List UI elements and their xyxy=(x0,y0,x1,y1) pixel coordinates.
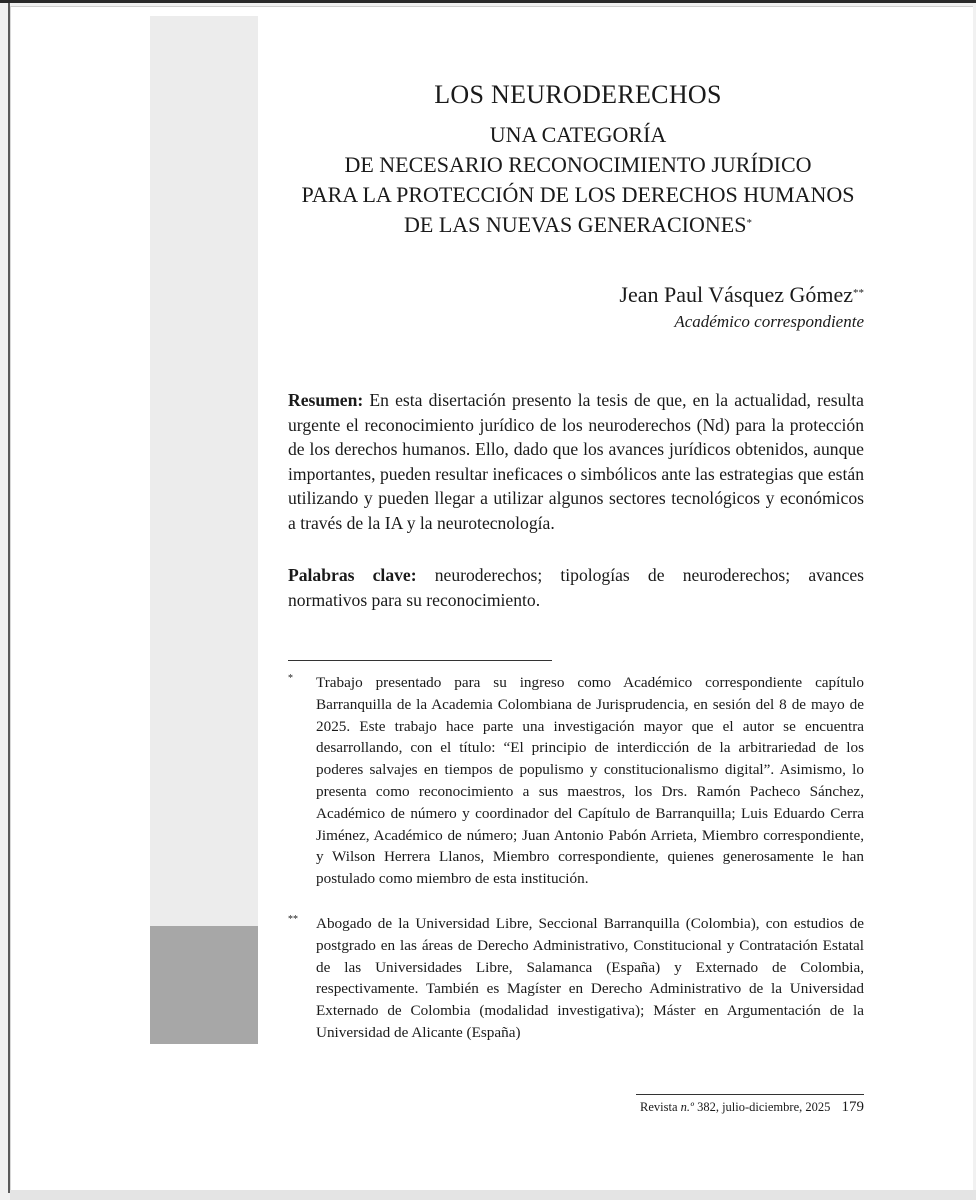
author-role: Académico correspondiente xyxy=(674,312,864,331)
author-block xyxy=(619,280,864,334)
footnote-1 xyxy=(288,672,864,890)
gray-margin-tab xyxy=(150,926,258,1044)
issue-abbrev: n.º xyxy=(680,1100,694,1114)
gray-margin-band xyxy=(150,16,258,926)
subtitle-line-text: DE LAS NUEVAS GENERACIONES xyxy=(404,212,747,237)
abstract-paragraph xyxy=(288,388,864,535)
footnote-text: Trabajo presentado para su ingreso como Académico correspondiente capítulo Barranquilla de la Academia Colombiana de Jurisprudencia, en sesión del 8 de mayo de 2025. Este trabajo hace parte una investigación mayor que el autor se encuentra desarrollando, con el título: “El principio de interdicción de la arbitrariedad de los poderes salvajes en tiempos de populismo y constitucionalismo digital”. Asimismo, lo presenta como reconocimiento a sus maestros, los Drs. Ramón Pacheco Sánchez, Académico de número y coordinador del Capítulo de Barranquilla; Luis Eduardo Cerra Jiménez, Académico de número; Juan Antonio Pabón Arrieta, Miembro correspondiente, y Wilson Herrera Llanos, Miembro correspondiente, quienes generosamente le han postulado como miembro de esta institución. xyxy=(316,674,864,888)
issue-text: 382, julio-diciembre, 2025 xyxy=(693,1100,831,1114)
keywords-text: neuroderechos; tipologías de neuroderechos; avances normativos para su reconocimiento. xyxy=(288,565,865,610)
author-name-line xyxy=(619,280,864,310)
page-number: 179 xyxy=(841,1099,864,1115)
running-footer-rule xyxy=(636,1094,864,1095)
footnote-2 xyxy=(288,913,864,1044)
footnote-separator xyxy=(288,660,552,661)
footnote-ref-1[interactable]: * xyxy=(746,217,752,229)
journal-name: Revista xyxy=(640,1100,678,1114)
subtitle-line-last xyxy=(258,210,898,240)
running-footer xyxy=(640,1097,864,1117)
footnote-ref-2[interactable]: ** xyxy=(853,287,864,299)
keywords-label: Palabras clave: xyxy=(288,565,417,585)
footnote-marker: * xyxy=(288,673,293,684)
footnote-text: Abogado de la Universidad Libre, Seccional Barranquilla (Colombia), con estudios de postgrado en las áreas de Derecho Administrativo, Constitucional y Contratación Estatal de las Universidades Libre, Salamanca (España) y Externado de Colombia, respectivamente. También es Magíster en Derecho Administrativo de la Universidad Externado de Colombia (modalidad investigativa); Máster en Argumentación de la Universidad de Alicante (España) xyxy=(316,915,864,1041)
subtitle-line: UNA CATEGORÍA xyxy=(489,122,667,147)
article-title: LOS NEURODERECHOS xyxy=(434,80,722,109)
subtitle-line: PARA LA PROTECCIÓN DE LOS DERECHOS HUMANOS xyxy=(301,182,855,207)
title-block xyxy=(258,70,898,240)
abstract-label: Resumen: xyxy=(288,390,364,410)
footnote-marker: ** xyxy=(288,914,298,925)
article-subtitle xyxy=(258,120,898,240)
author-name: Jean Paul Vásquez Gómez xyxy=(619,282,853,307)
page-bottom-shadow xyxy=(10,1190,976,1200)
subtitle-line: DE NECESARIO RECONOCIMIENTO JURÍDICO xyxy=(344,152,812,177)
keywords-paragraph xyxy=(288,563,864,612)
window-top-border xyxy=(0,0,976,3)
abstract-text: En esta disertación presento la tesis de que, en la actualidad, resulta urgente el reconocimiento jurídico de los neuroderechos (Nd) para la protección de los derechos humanos. Ello, dado que los avances jurídicos obtenidos, aunque importantes, pueden resultar ineficaces o simbólicos ante las estrategias que están utilizando y pueden llegar a utilizar algunos sectores tecnológicos y económicos a través de la IA y la neurotecnología. xyxy=(288,390,864,533)
